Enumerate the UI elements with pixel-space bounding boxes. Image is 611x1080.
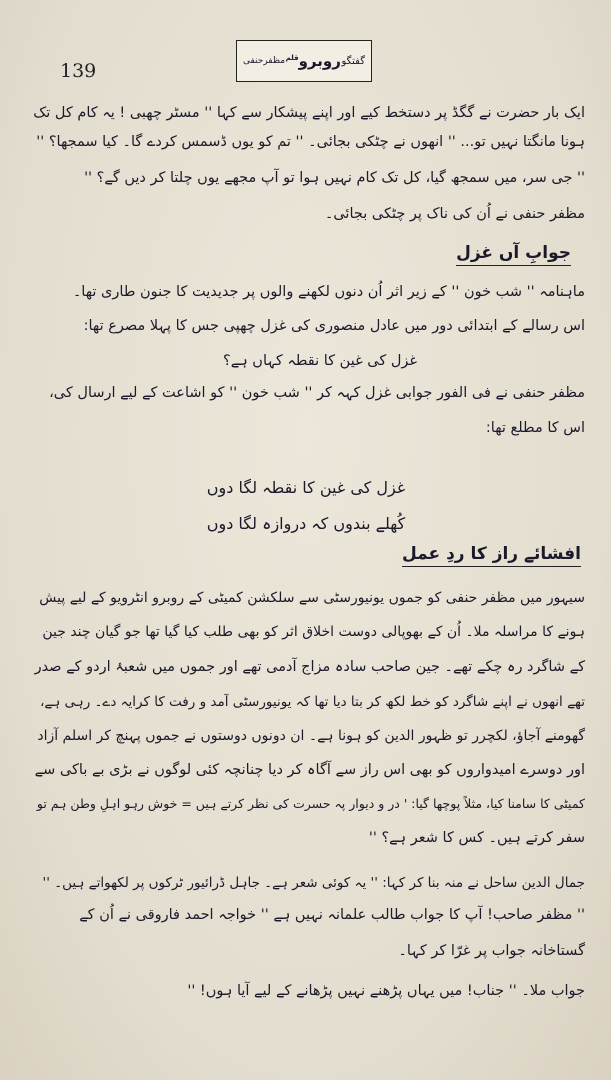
- heading-jawab-e-aan-ghazal: جوابِ آں غزل: [456, 243, 571, 266]
- heading-ifsha-e-raaz: افشائے راز کا ردِ عمل: [402, 543, 581, 567]
- text-line-4: مظفر حنفی نے اُن کی ناک پر چٹکی بجائی۔: [324, 206, 585, 222]
- page-number: 139: [60, 60, 97, 82]
- header-right: گفتگو: [341, 55, 365, 67]
- header-author: مظفرحنفی: [243, 56, 286, 66]
- verse-line-1: غزل کی غین کا نقطہ لگا دوں: [206, 478, 406, 497]
- text-line-12: تھے انھوں نے اپنے شاگرد کو خط لکھ کر بتا دیا تھا کہ یونیورسٹی آمد و رفت کا کرایہ دے۔ رہی ہے،: [40, 694, 585, 710]
- text-line-6: اس رسالے کے ابتدائی دور میں عادل منصوری کی غزل چھپی جس کا پہلا مصرع تھا:: [83, 318, 585, 334]
- text-line-13: گھومنے آجاؤ، لکچرر تو ظہور الدین کو ہونا ہے۔ ان دونوں دوستوں نے جموں پہنچ کر اسلم آزاد: [37, 728, 585, 744]
- header-center: روبرو$^{قلم}$: [285, 52, 341, 70]
- text-line-10: ہونے کا مراسلہ ملا۔ اُن کے بھوپالی دوست اخلاق اثر کو بھی طلب کیا گیا تھا جو گیان چند جین: [42, 624, 585, 640]
- running-header: [236, 40, 372, 82]
- text-line-9: سیہور میں مظفر حنفی کو جموں یونیورسٹی سے سلکشن کمیٹی کے روبرو انٹرویو کے لیے پیش: [39, 590, 585, 606]
- text-line-19: گستاخانہ جواب پر غرّا کر کہا۔: [398, 943, 585, 959]
- text-line-16: سفر کرتے ہیں۔ کس کا شعر ہے؟ '': [368, 830, 585, 846]
- text-line-15: کمیٹی کا سامنا کیا، مثلاً پوچھا گیا: ' در و دیوار پہ حسرت کی نظر کرتے ہیں = خوش رہو اہلِ وطن ہم تو: [36, 796, 585, 811]
- text-line-14: اور دوسرے امیدواروں کو بھی اس راز سے آگاہ کر دیا چنانچہ کئی لوگوں نے بڑی بے باکی سے: [34, 762, 585, 778]
- text-line-8: اس کا مطلع تھا:: [485, 420, 585, 436]
- text-line-18: '' مظفر صاحب! آپ کا جواب طالب علمانہ نہیں ہے '' خواجہ احمد فاروقی نے اُن کے: [79, 907, 585, 923]
- text-line-5: ماہنامہ '' شب خون '' کے زیر اثر اُن دنوں لکھنے والوں پر جدیدیت کا جنون طاری تھا۔: [72, 284, 585, 300]
- text-line-7: مظفر حنفی نے فی الفور جوابی غزل کہہ کر '' شب خون '' کو اشاعت کے لیے ارسال کی،: [49, 385, 585, 401]
- text-line-3: '' جی سر، میں سمجھ گیا، کل تک کام نہیں ہوا تو آپ مجھے یوں چلتا کر دیں گے؟ '': [84, 170, 585, 186]
- verse-line-2: کُھلے بندوں کہ دروازہ لگا دوں: [206, 514, 406, 533]
- text-line-2: ہونا مانگتا نہیں تو... '' انھوں نے چٹکی بجائی۔ '' تم کو یوں ڈسمس کردے گا۔ کیا سمجھا؟ '': [36, 134, 585, 150]
- text-line-11: کے شاگرد رہ چکے تھے۔ جین صاحب سادہ مزاج آدمی تھے اور جموں میں شعبۂ اردو کے صدر: [34, 659, 585, 675]
- text-line-17: جمال الدین ساحل نے منہ بنا کر کہا: '' یہ کوئی شعر ہے۔ جاہل ڈرائیور ٹرکوں پر لکھواتے ہیں۔ '': [42, 875, 585, 891]
- text-line-20: جواب ملا۔ '' جناب! میں یہاں پڑھنے نہیں پڑھانے کے لیے آیا ہوں! '': [187, 983, 585, 999]
- text-line-1: ایک بار حضرت نے گگڈ پر دستخط کیے اور اپنے پیشکار سے کہا '' مسٹر چھبی ! یہ کام کل تک: [33, 105, 585, 121]
- quoted-misra: غزل کی غین کا نقطہ کہاں ہے؟: [223, 353, 417, 369]
